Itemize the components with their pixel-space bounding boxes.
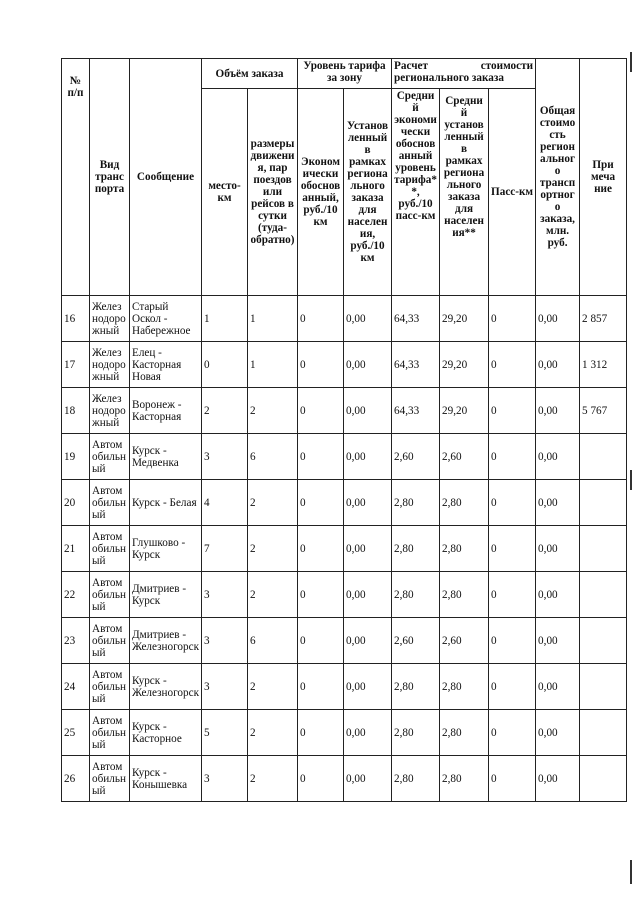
row-avg-economic: 2,80 bbox=[392, 664, 440, 710]
row-total-cost: 0,00 bbox=[536, 434, 580, 480]
row-route: Елец - Касторная Новая bbox=[130, 342, 202, 388]
header-pass-km: Пасс-км bbox=[489, 89, 536, 296]
row-traffic-size: 2 bbox=[248, 710, 298, 756]
row-route: Глушково - Курск bbox=[130, 526, 202, 572]
row-traffic-size: 2 bbox=[248, 480, 298, 526]
row-transport-type: Автомобильный bbox=[90, 480, 130, 526]
page-edge-mark bbox=[630, 470, 632, 490]
header-total-cost: Общая стоимость регионального транспортного заказа, млн. руб. bbox=[536, 59, 580, 296]
row-avg-set: 29,20 bbox=[440, 296, 489, 342]
row-avg-set: 2,80 bbox=[440, 756, 489, 802]
row-transport-type: Автомобильный bbox=[90, 618, 130, 664]
row-avg-economic: 2,80 bbox=[392, 572, 440, 618]
row-total-cost: 0,00 bbox=[536, 664, 580, 710]
row-traffic-size: 6 bbox=[248, 618, 298, 664]
row-traffic-size: 2 bbox=[248, 756, 298, 802]
row-traffic-size: 2 bbox=[248, 664, 298, 710]
table-row bbox=[62, 296, 627, 342]
table-row bbox=[62, 480, 627, 526]
row-set-tariff: 0,00 bbox=[344, 342, 392, 388]
row-number: 17 bbox=[62, 342, 90, 388]
header-num: № п/п bbox=[62, 59, 90, 296]
row-set-tariff: 0,00 bbox=[344, 296, 392, 342]
header-transport-type: Вид транс порта bbox=[90, 59, 130, 296]
header-route: Сообщение bbox=[130, 59, 202, 296]
row-route: Дмитриев - Железногорск bbox=[130, 618, 202, 664]
row-avg-set: 2,60 bbox=[440, 434, 489, 480]
row-note bbox=[580, 480, 627, 526]
row-pass-km: 0 bbox=[489, 480, 536, 526]
row-seat-km: 7 bbox=[202, 526, 248, 572]
row-pass-km: 0 bbox=[489, 618, 536, 664]
row-number: 25 bbox=[62, 710, 90, 756]
row-seat-km: 5 bbox=[202, 710, 248, 756]
tariff-table bbox=[61, 58, 627, 802]
row-set-tariff: 0,00 bbox=[344, 526, 392, 572]
row-set-tariff: 0,00 bbox=[344, 710, 392, 756]
header-cost-calc: Расчет стоимости регионального заказа bbox=[392, 59, 536, 89]
row-transport-type: Железнодорожный bbox=[90, 296, 130, 342]
row-economic-tariff: 0 bbox=[298, 710, 344, 756]
row-economic-tariff: 0 bbox=[298, 388, 344, 434]
row-seat-km: 0 bbox=[202, 342, 248, 388]
row-avg-economic: 2,60 bbox=[392, 434, 440, 480]
row-route: Курск - Конышевка bbox=[130, 756, 202, 802]
table-row bbox=[62, 710, 627, 756]
row-avg-economic: 2,60 bbox=[392, 618, 440, 664]
row-route: Воронеж - Касторная bbox=[130, 388, 202, 434]
page-edge-mark bbox=[630, 860, 632, 884]
row-avg-set: 29,20 bbox=[440, 388, 489, 434]
table-header bbox=[62, 59, 627, 296]
row-avg-set: 2,80 bbox=[440, 480, 489, 526]
row-number: 22 bbox=[62, 572, 90, 618]
row-number: 19 bbox=[62, 434, 90, 480]
row-traffic-size: 2 bbox=[248, 388, 298, 434]
header-avg-economic: Средний экономически обоснованный уровень тарифа**, руб./10 пасс-км bbox=[392, 89, 440, 296]
row-economic-tariff: 0 bbox=[298, 664, 344, 710]
row-economic-tariff: 0 bbox=[298, 572, 344, 618]
header-order-volume: Объём заказа bbox=[202, 59, 298, 89]
row-total-cost: 0,00 bbox=[536, 296, 580, 342]
row-avg-economic: 2,80 bbox=[392, 480, 440, 526]
row-seat-km: 3 bbox=[202, 664, 248, 710]
row-note bbox=[580, 618, 627, 664]
row-avg-economic: 2,80 bbox=[392, 526, 440, 572]
row-note: 1 312 bbox=[580, 342, 627, 388]
row-total-cost: 0,00 bbox=[536, 756, 580, 802]
row-total-cost: 0,00 bbox=[536, 342, 580, 388]
row-avg-economic: 2,80 bbox=[392, 710, 440, 756]
row-total-cost: 0,00 bbox=[536, 388, 580, 434]
row-traffic-size: 6 bbox=[248, 434, 298, 480]
row-seat-km: 3 bbox=[202, 434, 248, 480]
table-row bbox=[62, 618, 627, 664]
row-route: Дмитриев - Курск bbox=[130, 572, 202, 618]
row-economic-tariff: 0 bbox=[298, 480, 344, 526]
table-row bbox=[62, 572, 627, 618]
row-economic-tariff: 0 bbox=[298, 434, 344, 480]
row-transport-type: Автомобильный bbox=[90, 756, 130, 802]
row-set-tariff: 0,00 bbox=[344, 618, 392, 664]
row-seat-km: 4 bbox=[202, 480, 248, 526]
row-set-tariff: 0,00 bbox=[344, 756, 392, 802]
row-avg-economic: 64,33 bbox=[392, 342, 440, 388]
row-economic-tariff: 0 bbox=[298, 526, 344, 572]
row-pass-km: 0 bbox=[489, 388, 536, 434]
row-note bbox=[580, 664, 627, 710]
row-number: 24 bbox=[62, 664, 90, 710]
row-total-cost: 0,00 bbox=[536, 710, 580, 756]
row-transport-type: Железнодорожный bbox=[90, 388, 130, 434]
row-note bbox=[580, 572, 627, 618]
row-traffic-size: 1 bbox=[248, 296, 298, 342]
row-route: Курск - Белая bbox=[130, 480, 202, 526]
row-note bbox=[580, 434, 627, 480]
row-seat-km: 3 bbox=[202, 618, 248, 664]
table-row bbox=[62, 388, 627, 434]
row-seat-km: 3 bbox=[202, 572, 248, 618]
row-pass-km: 0 bbox=[489, 756, 536, 802]
row-route: Курск - Медвенка bbox=[130, 434, 202, 480]
header-avg-set: Средний установленный в рамках регионального заказа для населения** bbox=[440, 89, 489, 296]
row-avg-set: 2,80 bbox=[440, 710, 489, 756]
row-note bbox=[580, 710, 627, 756]
row-route: Старый Оскол - Набережное bbox=[130, 296, 202, 342]
row-economic-tariff: 0 bbox=[298, 618, 344, 664]
table-row bbox=[62, 342, 627, 388]
row-total-cost: 0,00 bbox=[536, 618, 580, 664]
row-pass-km: 0 bbox=[489, 526, 536, 572]
row-avg-set: 2,60 bbox=[440, 618, 489, 664]
row-avg-economic: 64,33 bbox=[392, 388, 440, 434]
row-total-cost: 0,00 bbox=[536, 480, 580, 526]
row-number: 26 bbox=[62, 756, 90, 802]
row-set-tariff: 0,00 bbox=[344, 434, 392, 480]
row-pass-km: 0 bbox=[489, 664, 536, 710]
row-traffic-size: 2 bbox=[248, 572, 298, 618]
row-number: 16 bbox=[62, 296, 90, 342]
row-transport-type: Железнодорожный bbox=[90, 342, 130, 388]
row-number: 23 bbox=[62, 618, 90, 664]
row-route: Курск - Железногорск bbox=[130, 664, 202, 710]
header-economic-tariff: Экономически обоснованный, руб./10 км bbox=[298, 89, 344, 296]
row-route: Курск - Касторное bbox=[130, 710, 202, 756]
row-avg-set: 29,20 bbox=[440, 342, 489, 388]
table-row bbox=[62, 434, 627, 480]
row-pass-km: 0 bbox=[489, 434, 536, 480]
row-transport-type: Автомобильный bbox=[90, 710, 130, 756]
row-set-tariff: 0,00 bbox=[344, 480, 392, 526]
row-avg-economic: 2,80 bbox=[392, 756, 440, 802]
row-transport-type: Автомобильный bbox=[90, 526, 130, 572]
row-set-tariff: 0,00 bbox=[344, 388, 392, 434]
table-row bbox=[62, 664, 627, 710]
row-pass-km: 0 bbox=[489, 342, 536, 388]
row-pass-km: 0 bbox=[489, 710, 536, 756]
page-edge-mark bbox=[630, 52, 632, 72]
table-row bbox=[62, 526, 627, 572]
row-transport-type: Автомобильный bbox=[90, 572, 130, 618]
row-set-tariff: 0,00 bbox=[344, 572, 392, 618]
row-number: 21 bbox=[62, 526, 90, 572]
row-transport-type: Автомобильный bbox=[90, 664, 130, 710]
row-pass-km: 0 bbox=[489, 296, 536, 342]
row-total-cost: 0,00 bbox=[536, 572, 580, 618]
row-note: 2 857 bbox=[580, 296, 627, 342]
row-avg-set: 2,80 bbox=[440, 526, 489, 572]
row-avg-set: 2,80 bbox=[440, 572, 489, 618]
table-row bbox=[62, 756, 627, 802]
header-seat-km: место-км bbox=[202, 89, 248, 296]
header-note: При меча ние bbox=[580, 59, 627, 296]
row-seat-km: 2 bbox=[202, 388, 248, 434]
row-note: 5 767 bbox=[580, 388, 627, 434]
header-tariff-level: Уровень тарифа за зону bbox=[298, 59, 392, 89]
row-seat-km: 3 bbox=[202, 756, 248, 802]
row-number: 18 bbox=[62, 388, 90, 434]
row-traffic-size: 1 bbox=[248, 342, 298, 388]
row-note bbox=[580, 756, 627, 802]
header-traffic-size: размеры движения, пар поездов или рейсов в сутки (туда-обратно) bbox=[248, 89, 298, 296]
row-total-cost: 0,00 bbox=[536, 526, 580, 572]
row-transport-type: Автомобильный bbox=[90, 434, 130, 480]
row-traffic-size: 2 bbox=[248, 526, 298, 572]
row-note bbox=[580, 526, 627, 572]
row-economic-tariff: 0 bbox=[298, 342, 344, 388]
row-avg-economic: 64,33 bbox=[392, 296, 440, 342]
header-set-tariff: Установленный в рамках регионального заказа для населения, руб./10 км bbox=[344, 89, 392, 296]
row-pass-km: 0 bbox=[489, 572, 536, 618]
row-number: 20 bbox=[62, 480, 90, 526]
table-body bbox=[62, 296, 627, 802]
row-set-tariff: 0,00 bbox=[344, 664, 392, 710]
row-seat-km: 1 bbox=[202, 296, 248, 342]
row-economic-tariff: 0 bbox=[298, 756, 344, 802]
row-avg-set: 2,80 bbox=[440, 664, 489, 710]
row-economic-tariff: 0 bbox=[298, 296, 344, 342]
